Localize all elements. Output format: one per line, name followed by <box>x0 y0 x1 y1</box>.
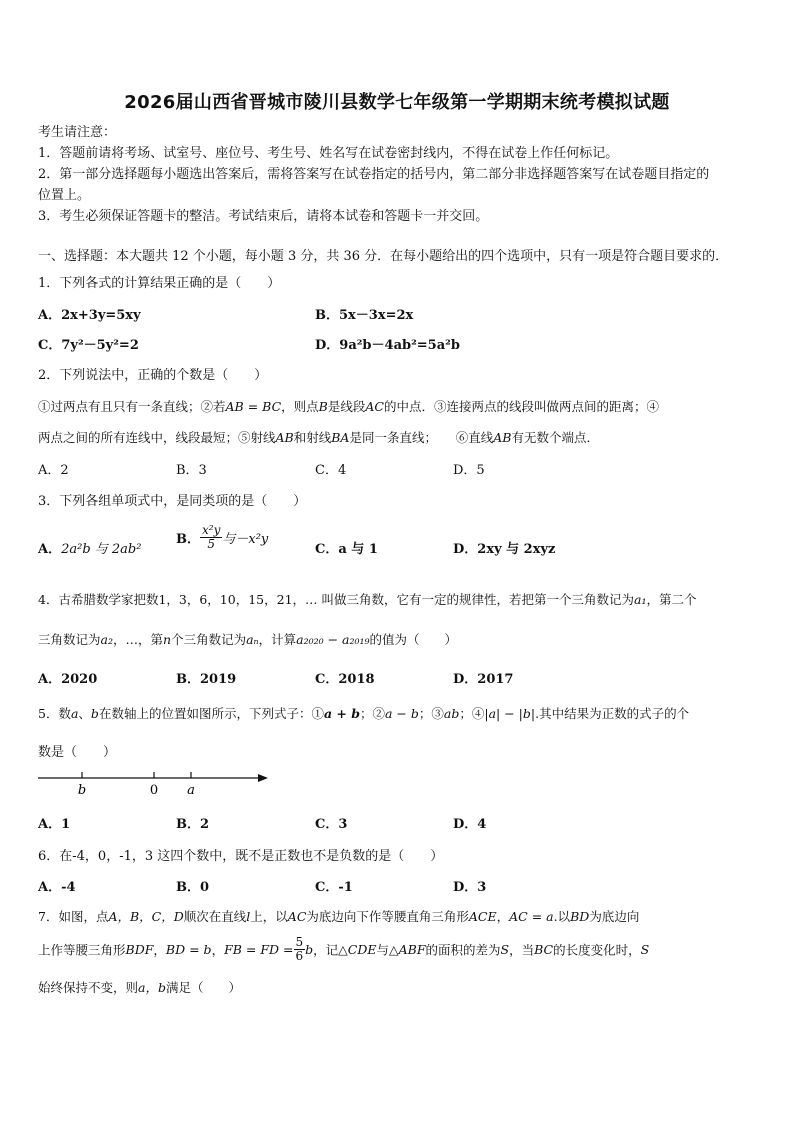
q2-math: B <box>318 399 328 414</box>
q7-math: BC <box>534 942 554 957</box>
q7-text: 顺次在直线 <box>183 909 247 924</box>
q4-text: 个三角数记为 <box>171 632 247 647</box>
q5-text: 5．数 <box>38 706 71 721</box>
q2-math: AB <box>275 430 294 445</box>
q7-line-3 <box>38 978 241 996</box>
q4-option-d: D．2017 <box>453 672 514 687</box>
q7-math: a，b <box>138 980 166 995</box>
q7-text: 满足（ ） <box>165 980 241 995</box>
notice-item-2-cont: 位置上。 <box>38 188 91 203</box>
q4-text: 三角数记为 <box>38 632 101 647</box>
q7-text: ， <box>153 942 166 958</box>
q7-text: 的长度变化时， <box>553 942 641 958</box>
q5-text: 、 <box>78 706 91 721</box>
q2-text: 是线段 <box>327 399 366 414</box>
q7-line-1 <box>38 907 639 925</box>
q7-fraction-den: 6 <box>295 949 304 963</box>
q5-text: ；③ <box>418 706 444 721</box>
q4-text: 4．古希腊数学家把数1，3，6，10，15，21，… 叫做三角数，它有一定的规律性，若把第一个三角数记为 <box>38 592 635 607</box>
q4-math: a₁ <box>634 592 647 607</box>
q4-text: ，第二个 <box>646 592 697 607</box>
q3-fraction-num: x²y <box>202 523 221 537</box>
q5-text: ；② <box>359 706 385 721</box>
q7-math: A，B，C，D <box>108 909 184 924</box>
q5-text: .其中结果为正数的式子的个 <box>535 706 690 721</box>
q3-label: B． <box>176 532 200 547</box>
q7-math: S <box>640 942 650 957</box>
q4-math: n <box>163 632 172 647</box>
q2-text: 和射线 <box>293 430 332 445</box>
page-title: 2026届山西省晋城市陵川县数学七年级第一学期期末统考模拟试题 <box>124 92 670 113</box>
q7-text: ，当 <box>509 942 535 958</box>
q3-option-d: D．2xy 与 2xyz <box>453 542 556 557</box>
q2-text: 两点之间的所有连线中，线段最短；⑤射线 <box>38 430 276 445</box>
q5-option-a: A．1 <box>38 817 71 832</box>
q2-math: AC <box>365 399 384 414</box>
notice-item-1: 1．答题前请将考场、试室号、座位号、考生号、姓名写在试卷密封线内，不得在试卷上作任何标记。 <box>38 146 619 161</box>
q5-option-b: B．2 <box>176 817 210 832</box>
q7-math: b <box>305 942 314 957</box>
q4-text: 的值为（ ） <box>369 632 458 647</box>
q7-math: BD = b <box>165 942 212 957</box>
q6-option-a: A．-4 <box>38 880 76 895</box>
q5-line-1 <box>38 704 689 722</box>
q1-option-d: D．9a²b－4ab²=5a²b <box>315 338 460 353</box>
q6-option-b: B．0 <box>176 880 210 895</box>
q7-math: AC <box>287 909 307 924</box>
q7-math: △ABF <box>389 942 426 957</box>
q7-text: .以 <box>553 909 571 924</box>
q7-text: 7．如图，点 <box>38 909 109 924</box>
q2-math: AB = BC <box>225 399 282 414</box>
q5-line-2: 数是（ ） <box>38 745 117 760</box>
q7-math: AC = a <box>509 909 554 924</box>
q4-option-b: B．2019 <box>176 672 237 687</box>
q1-option-a: A．2x+3y=5xy <box>38 308 141 323</box>
q4-line-2 <box>38 630 457 648</box>
q7-fraction <box>294 936 306 963</box>
q5-math: a + b <box>323 706 360 721</box>
q4-line-1 <box>38 590 697 608</box>
q6-option-c: C．-1 <box>315 880 353 895</box>
q2-option-a: A．2 <box>38 463 69 478</box>
notice-heading: 考生请注意： <box>38 125 117 140</box>
axis-arrow-icon <box>258 774 268 782</box>
q7-text: 与 <box>376 942 390 958</box>
q5-math: ab <box>443 706 460 721</box>
q7-text: 的面积的差为 <box>425 942 501 958</box>
q5-text: 在数轴上的位置如图所示，下列式子：① <box>98 706 324 721</box>
q5-math: a <box>70 706 79 721</box>
q7-text: ， <box>496 909 510 924</box>
tick-label-b: b <box>77 783 87 798</box>
q7-text: ， <box>211 942 225 958</box>
q4-math: a₂₀₂₀ − a₂₀₁₉ <box>296 632 370 647</box>
q7-math: BDF <box>125 942 154 957</box>
q2-text: 有无数个端点． <box>511 430 599 445</box>
q3-math: 2a²b 与 2ab² <box>61 542 142 557</box>
q5-math: |a| − |b| <box>484 706 536 721</box>
q7-math: S <box>500 942 510 957</box>
q6-option-d: D．3 <box>453 880 487 895</box>
q7-text: ，记 <box>313 942 339 958</box>
q5-math: b <box>90 706 99 721</box>
q7-text: 为底边向下作等腰直角三角形 <box>306 909 469 924</box>
q7-text: 上作等腰三角形 <box>38 942 126 958</box>
q5-text: ；④ <box>459 706 485 721</box>
q7-math: BD <box>570 909 590 924</box>
q4-math: aₙ <box>246 632 259 647</box>
tick-label-a: a <box>187 783 195 798</box>
q4-option-a: A．2020 <box>38 672 98 687</box>
q7-math: FB = FD = <box>224 942 294 957</box>
q4-option-c: C．2018 <box>315 672 375 687</box>
tick-label-0: 0 <box>149 783 159 798</box>
section-heading: 一、选择题：本大题共 12 个小题，每小题 3 分，共 36 分．在每小题给出的四个选项中，只有一项是符合题目要求的． <box>38 249 729 264</box>
q3-fraction <box>200 524 222 551</box>
q2-option-d: D．5 <box>453 463 485 478</box>
q3-option-b <box>176 524 268 551</box>
q2-text: 是同一条直线； ⑥直线 <box>349 430 494 445</box>
q2-option-c: C．4 <box>315 463 347 478</box>
q2-statement-line-2 <box>38 428 599 446</box>
q2-statement-line-1 <box>38 397 659 415</box>
q3-option-a <box>38 538 141 557</box>
q7-math: l <box>246 909 251 924</box>
number-line-figure <box>36 766 276 800</box>
q7-text: 为底边向 <box>589 909 640 924</box>
q1-option-b: B．5x－3x=2x <box>315 308 414 323</box>
q5-math: a − b <box>385 706 419 721</box>
q7-fraction-num: 5 <box>295 935 304 949</box>
q7-text: 始终保持不变，则 <box>38 980 139 995</box>
q5-option-c: C．3 <box>315 817 348 832</box>
q7-text: 上，以 <box>250 909 288 924</box>
q2-stem: 2．下列说法中，正确的个数是（ ） <box>38 368 268 383</box>
q2-text: 的中点．③连接两点的线段叫做两点间的距离；④ <box>383 399 659 414</box>
q2-text: ①过两点有且只有一条直线；②若 <box>38 399 226 414</box>
q1-stem: 1．下列各式的计算结果正确的是（ ） <box>38 276 281 291</box>
q2-option-b: B．3 <box>176 463 207 478</box>
q6-stem: 6．在-4，0，-1，3 这四个数中，既不是正数也不是负数的是（ ） <box>38 849 444 864</box>
notice-item-3: 3．考生必须保证答题卡的整洁。考试结束后，请将本试卷和答题卡一并交回。 <box>38 209 489 224</box>
notice-item-2: 2．第一部分选择题每小题选出答案后，需将答案写在试卷指定的括号内，第二部分非选择题答案写在试卷题目指定的 <box>38 167 710 182</box>
q3-math: 与－x²y <box>222 532 269 547</box>
q7-math: ACE <box>468 909 497 924</box>
q1-option-c: C．7y²－5y²=2 <box>38 338 139 353</box>
q4-text: ，计算 <box>258 632 297 647</box>
q4-text: ，…，第 <box>112 632 163 647</box>
q3-label: A． <box>38 542 62 557</box>
q2-text: ，则点 <box>281 399 319 414</box>
q3-option-c: C．a 与 1 <box>315 542 378 557</box>
q7-math: △CDE <box>338 942 377 957</box>
q7-line-2 <box>38 936 649 963</box>
q4-math: a₂ <box>100 632 113 647</box>
q3-fraction-den: 5 <box>207 537 215 551</box>
q2-math: AB <box>493 430 512 445</box>
q2-math: BA <box>331 430 350 445</box>
q3-stem: 3．下列各组单项式中，是同类项的是（ ） <box>38 494 307 509</box>
q5-option-d: D．4 <box>453 817 487 832</box>
